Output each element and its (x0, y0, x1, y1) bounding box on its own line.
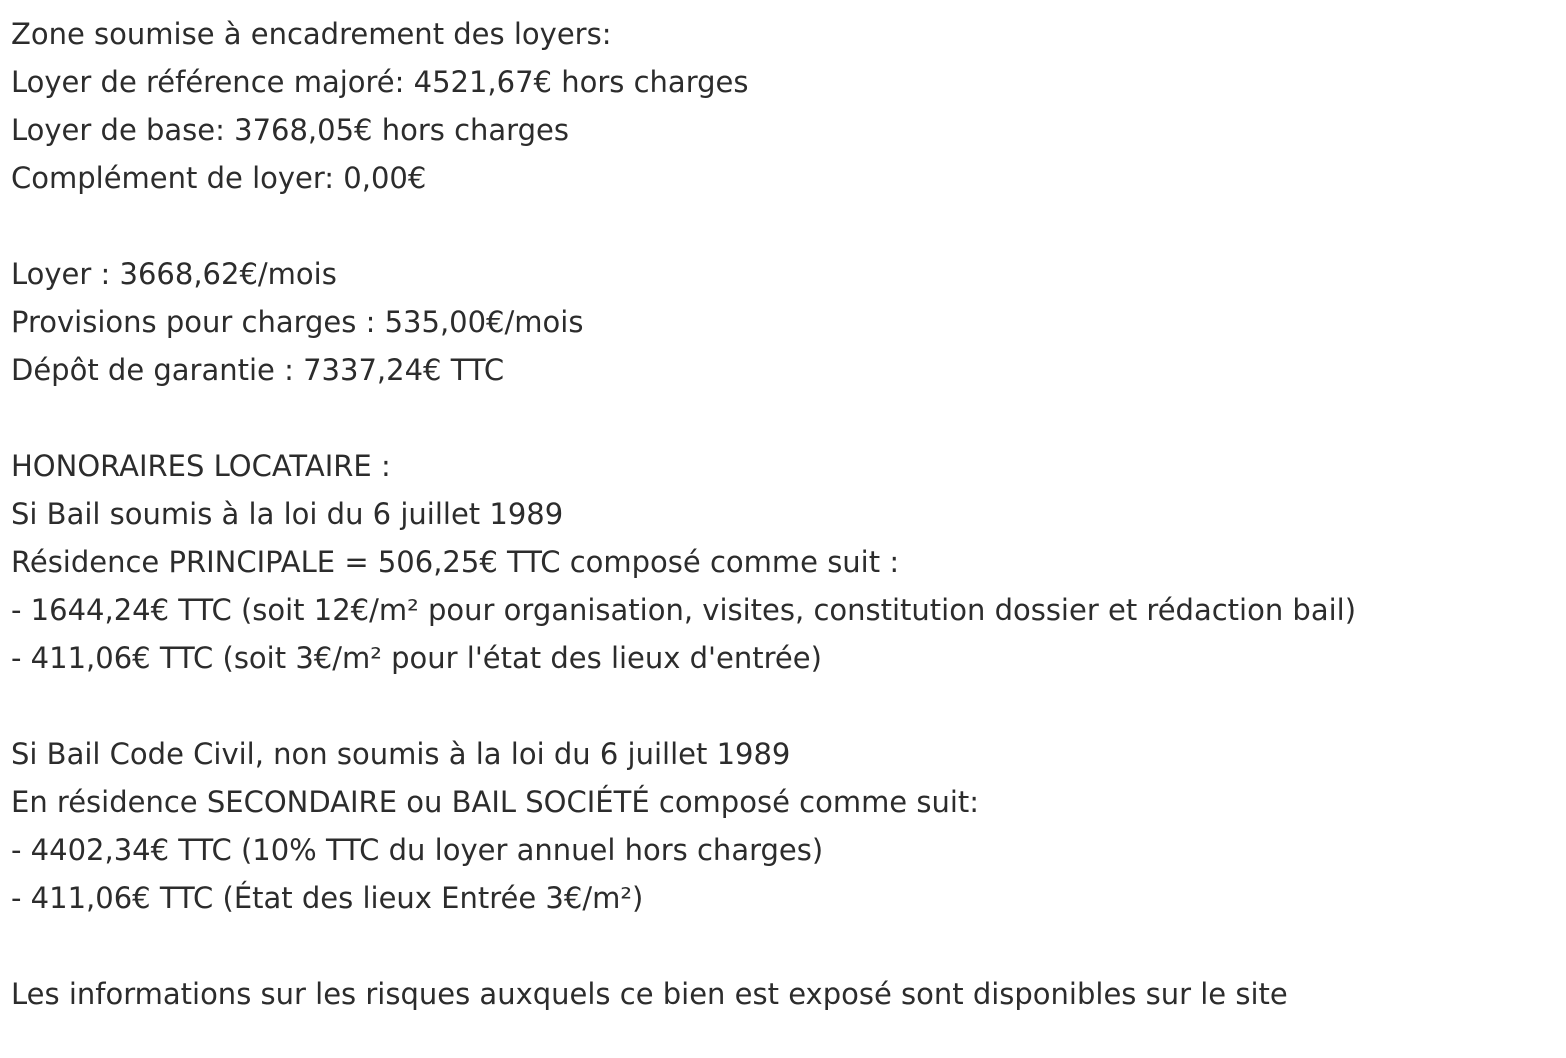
blank-line (11, 394, 1356, 442)
security-deposit: Dépôt de garantie : 7337,24€ TTC (11, 353, 505, 387)
listing-description (11, 10, 1356, 1018)
zone-label: Zone soumise à encadrement des loyers: (11, 17, 612, 51)
base-rent: Loyer de base: 3768,05€ hors charges (11, 113, 569, 147)
tenant-fees-heading: HONORAIRES LOCATAIRE : (11, 449, 391, 483)
principal-fee-item-1: - 1644,24€ TTC (soit 12€/m² pour organisation, visites, constitution dossier et rédaction bail) (11, 593, 1357, 627)
secondary-fee-item-1: - 4402,34€ TTC (10% TTC du loyer annuel hors charges) (11, 833, 824, 867)
secondary-fee-item-2: - 411,06€ TTC (État des lieux Entrée 3€/m²) (11, 881, 644, 915)
blank-line (11, 682, 1356, 730)
blank-line (11, 922, 1356, 970)
principal-lease-condition: Si Bail soumis à la loi du 6 juillet 1989 (11, 497, 564, 531)
principal-residence-total: Résidence PRINCIPALE = 506,25€ TTC composé comme suit : (11, 545, 900, 579)
monthly-rent: Loyer : 3668,62€/mois (11, 257, 337, 291)
blank-line (11, 202, 1356, 250)
charges-provision: Provisions pour charges : 535,00€/mois (11, 305, 584, 339)
secondary-residence-total: En résidence SECONDAIRE ou BAIL SOCIÉTÉ composé comme suit: (11, 785, 980, 819)
reference-rent: Loyer de référence majoré: 4521,67€ hors charges (11, 65, 749, 99)
civil-code-lease-condition: Si Bail Code Civil, non soumis à la loi du 6 juillet 1989 (11, 737, 791, 771)
rent-supplement: Complément de loyer: 0,00€ (11, 161, 427, 195)
principal-fee-item-2: - 411,06€ TTC (soit 3€/m² pour l'état des lieux d'entrée) (11, 641, 822, 675)
risk-information: Les informations sur les risques auxquels ce bien est exposé sont disponibles sur le site (11, 977, 1288, 1011)
